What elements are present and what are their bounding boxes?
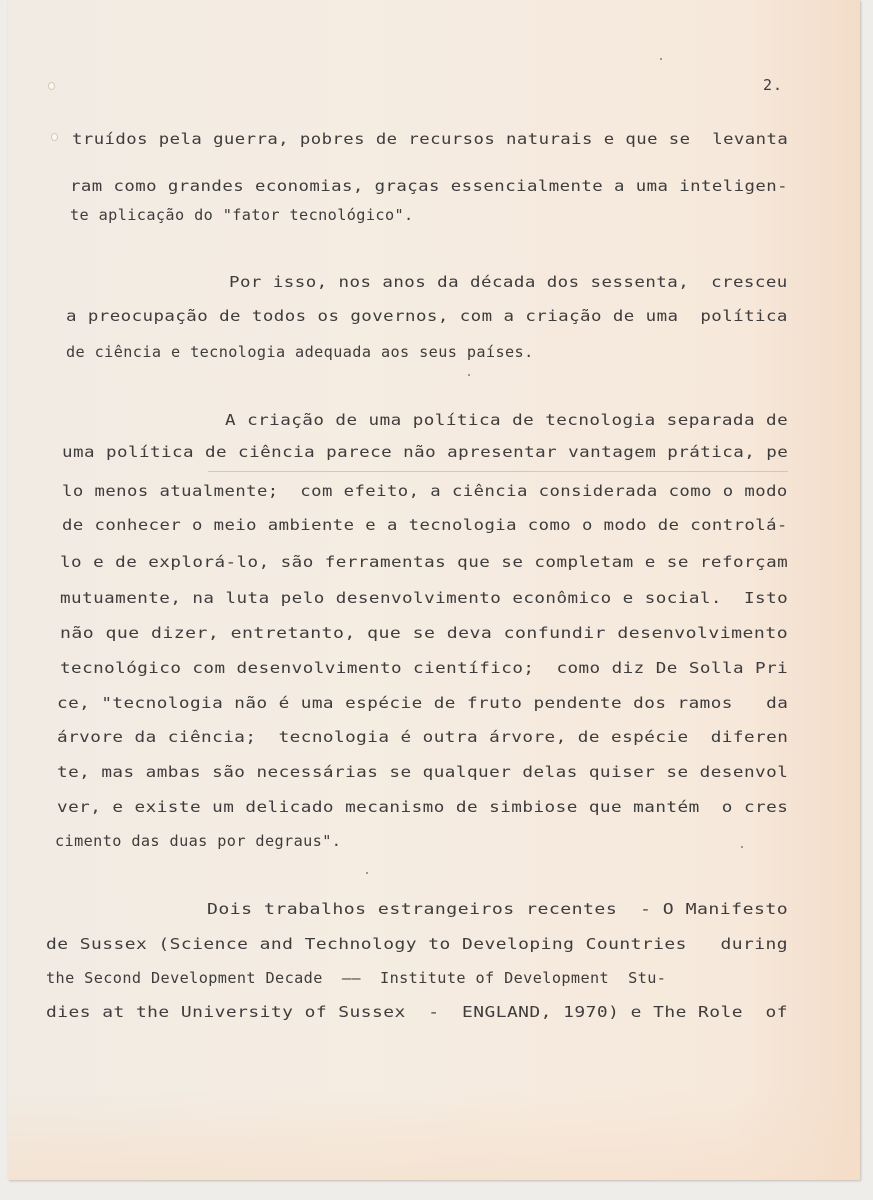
text-line: a preocupação de todos os governos, com a criação de uma política	[66, 307, 788, 325]
pencil-mark	[208, 471, 788, 472]
scan-speck	[366, 872, 368, 874]
text-line: Por isso, nos anos da década dos sessenta, cresceu	[229, 273, 788, 291]
page-number: 2.	[763, 76, 784, 94]
text-line: te aplicação do "fator tecnológico".	[70, 206, 414, 224]
text-line: cimento das duas por degraus".	[55, 832, 342, 850]
text-line: ce, "tecnologia não é uma espécie de fruto pendente dos ramos da	[57, 694, 789, 712]
text-line: Dois trabalhos estrangeiros recentes - O Manifesto	[207, 900, 789, 918]
text-line: tecnológico com desenvolvimento científico; como diz De Solla Pri	[60, 659, 789, 677]
scan-speck	[741, 846, 743, 848]
text-line: the Second Development Decade —— Institute of Development Stu-	[46, 969, 667, 987]
text-line: uma política de ciência parece não apresentar vantagem prática, pe	[62, 443, 789, 461]
text-line: lo e de explorá-lo, são ferramentas que se completam e se reforçam	[60, 553, 789, 571]
punch-hole	[51, 133, 58, 141]
text-line: de conhecer o meio ambiente e a tecnologia como o modo de controlá-	[62, 516, 788, 534]
text-line: ver, e existe um delicado mecanismo de simbiose que mantém o cres	[57, 798, 789, 816]
scan-speck	[468, 374, 470, 376]
text-line: lo menos atualmente; com efeito, a ciência considerada como o modo	[62, 482, 788, 500]
text-line: te, mas ambas são necessárias se qualquer delas quiser se desenvol	[57, 763, 789, 781]
text-line: não que dizer, entretanto, que se deva confundir desenvolvimento	[60, 624, 789, 642]
text-line: dies at the University of Sussex - ENGLAND, 1970) e The Role of	[46, 1003, 789, 1021]
text-line: A criação de uma política de tecnologia separada de	[225, 411, 789, 429]
text-line: mutuamente, na luta pelo desenvolvimento econômico e social. Isto	[60, 589, 789, 607]
document-page	[8, 0, 860, 1180]
text-line: de ciência e tecnologia adequada aos seus países.	[66, 343, 534, 361]
scan-speck	[660, 58, 662, 60]
text-line: ram como grandes economias, graças essencialmente a uma inteligen-	[70, 177, 789, 195]
punch-hole	[48, 82, 55, 90]
text-line: de Sussex (Science and Technology to Developing Countries during	[46, 935, 789, 953]
text-line: truídos pela guerra, pobres de recursos naturais e que se levanta	[72, 130, 789, 148]
text-line: árvore da ciência; tecnologia é outra árvore, de espécie diferen	[57, 728, 789, 746]
